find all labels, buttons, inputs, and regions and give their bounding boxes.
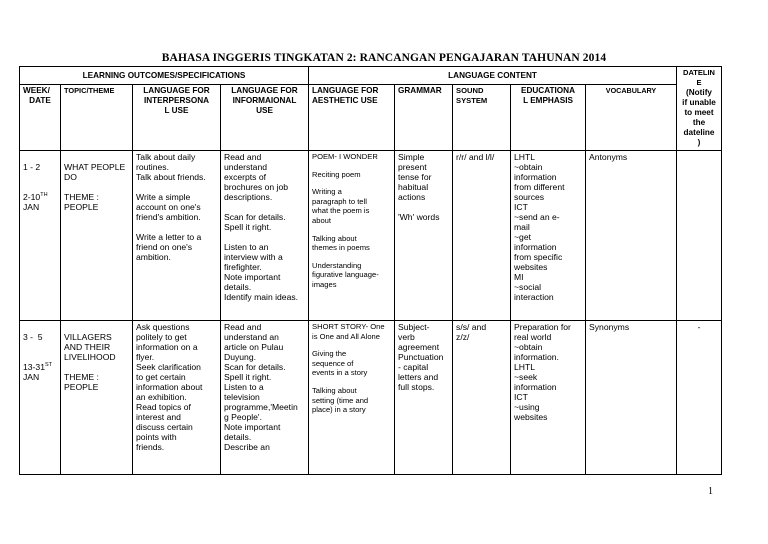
week-date-cell [20, 151, 61, 321]
sound-system-header: SOUND SYSTEM [453, 85, 511, 151]
sound-system-cell: r/r/ and l/l/ [453, 151, 511, 321]
table-row [20, 151, 722, 321]
topic-cell: VILLAGERS AND THEIR LIVELIHOOD THEME : PEOPLE [61, 321, 133, 475]
page-number: 1 [708, 486, 713, 497]
interpersonal-cell: Talk about daily routines. Talk about friends. Write a simple account on one's friend's ambition. Write a letter to a friend on one's ambition. [133, 151, 221, 321]
informational-cell: Read and understand an article on Pulau Duyung. Scan for details. Spell it right. Listen to a television programme,'Meetin g People'. Note important details. Describe an [221, 321, 309, 475]
informational-header: LANGUAGE FOR INFORMAIONAL USE [221, 85, 309, 151]
vocabulary-cell: Synonyms [586, 321, 677, 475]
topic-cell: WHAT PEOPLE DO THEME : PEOPLE [61, 151, 133, 321]
vocabulary-cell: Antonyms [586, 151, 677, 321]
week-date-cell [20, 321, 61, 475]
date-range: 13-31ST [23, 362, 53, 372]
educational-emphasis-header: EDUCATIONA L EMPHASIS [511, 85, 586, 151]
learning-outcomes-header: LEARNING OUTCOMES/SPECIFICATIONS [20, 67, 309, 85]
aesthetic-cell: POEM- I WONDER Reciting poem Writing a paragraph to tell what the poem is about Talking about themes in poems Understanding figurative language- images [309, 151, 395, 321]
dateline-header: DATELIN E (Notify if unable to meet the dateline ) [677, 67, 722, 151]
dateline-cell: - [677, 321, 722, 475]
sound-system-cell: s/s/ and z/z/ [453, 321, 511, 475]
interpersonal-cell: Ask questions politely to get information on a flyer. Seek clarification to get certain information about an exhibition. Read topics of interest and discuss certain points with friends. [133, 321, 221, 475]
language-content-header: LANGUAGE CONTENT [309, 67, 677, 85]
week-date-header: WEEK/ DATE [20, 85, 61, 151]
table-row [20, 321, 722, 475]
aesthetic-header: LANGUAGE FOR AESTHETIC USE [309, 85, 395, 151]
grammar-header: GRAMMAR [395, 85, 453, 151]
week-range: 1 - 2 [23, 162, 41, 172]
educational-emphasis-cell: LHTL ~obtain information from different sources ICT ~send an e- mail ~get information from specific websites MI ~social interaction [511, 151, 586, 321]
vocabulary-header: VOCABULARY [586, 85, 677, 151]
date-month: JAN [23, 202, 40, 212]
grammar-cell: Simple present tense for habitual actions 'Wh' words [395, 151, 453, 321]
interpersonal-header: LANGUAGE FOR INTERPERSONA L USE [133, 85, 221, 151]
dateline-cell [677, 151, 722, 321]
informational-cell: Read and understand excerpts of brochures on job descriptions. Scan for details. Spell it right. Listen to an interview with a firefighter. Note important details. Identify main ideas. [221, 151, 309, 321]
educational-emphasis-cell: Preparation for real world ~obtain information. LHTL ~seek information ICT ~using websites [511, 321, 586, 475]
grammar-cell: Subject- verb agreement Punctuation - capital letters and full stops. [395, 321, 453, 475]
aesthetic-cell: SHORT STORY- One is One and All Alone Giving the sequence of events in a story Talking about setting (time and place) in a story [309, 321, 395, 475]
date-month: JAN [23, 372, 40, 382]
week-range: 3 - 5 [23, 332, 43, 342]
date-range: 2-10TH [23, 192, 48, 202]
document-title: BAHASA INGGERIS TINGKATAN 2: RANCANGAN PENGAJARAN TAHUNAN 2014 [161, 52, 607, 64]
topic-theme-header: TOPIC/THEME [61, 85, 133, 151]
lesson-plan-table [19, 66, 722, 475]
